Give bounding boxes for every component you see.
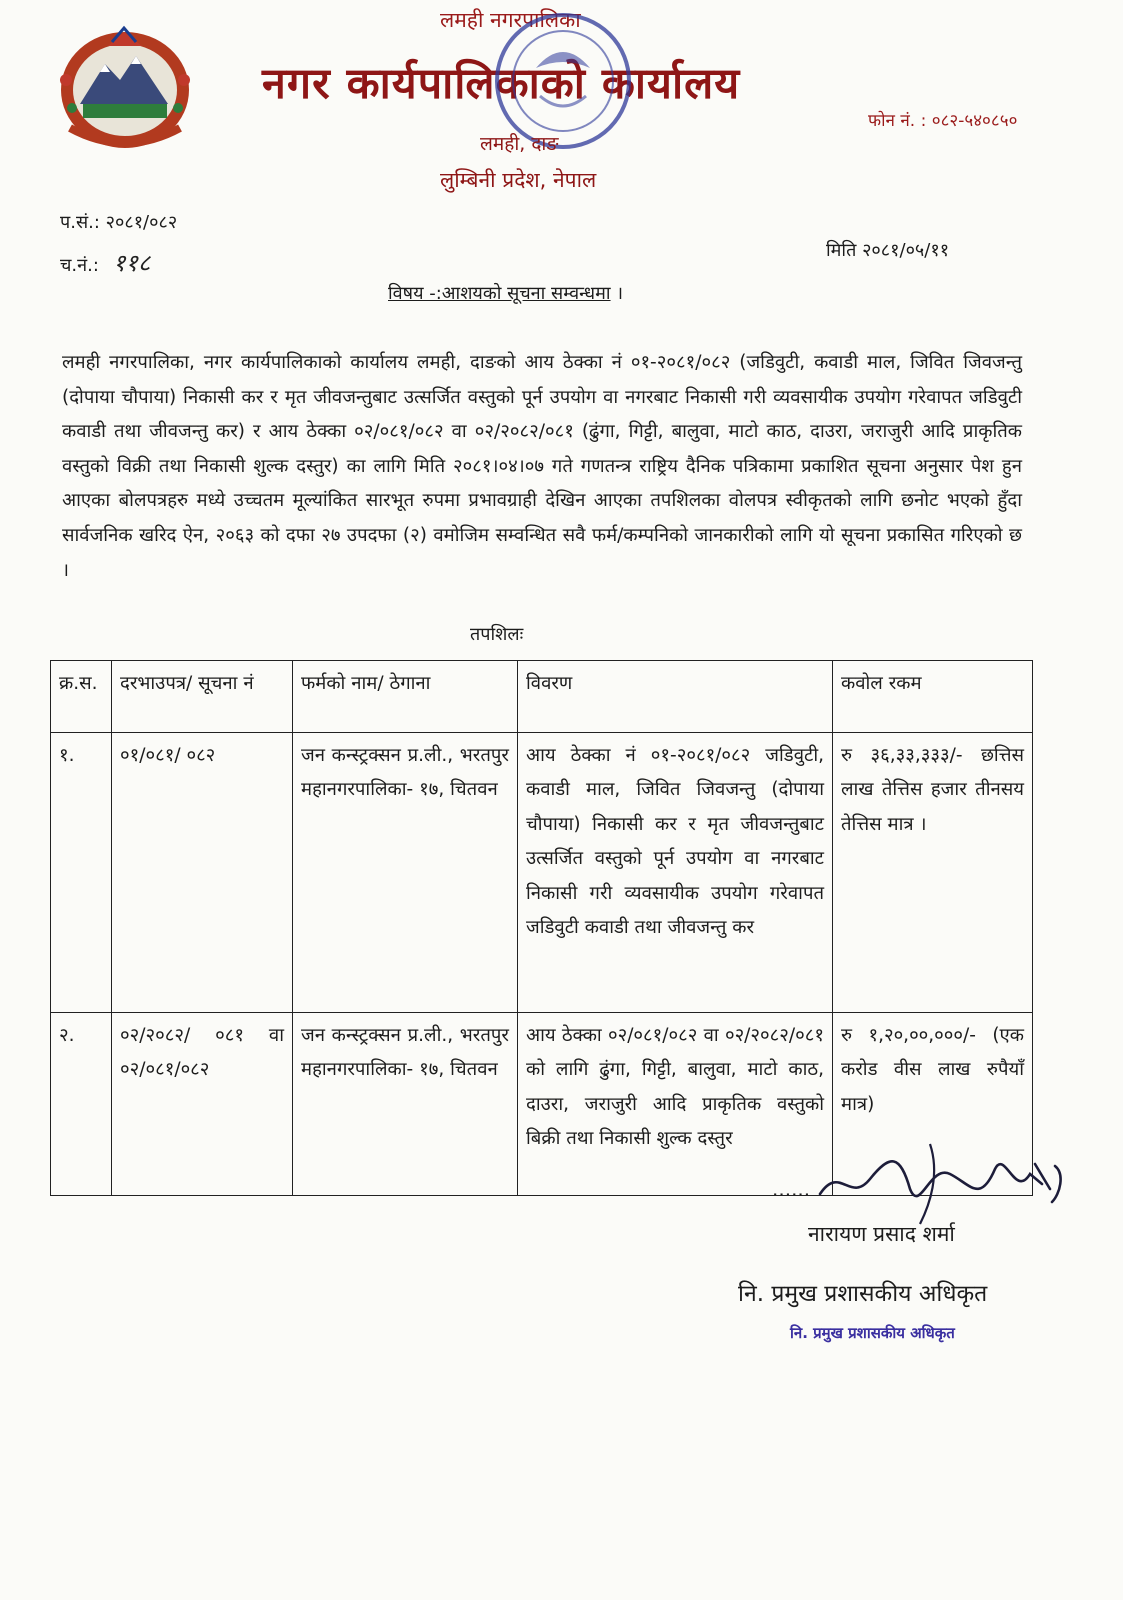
notice-body: लमही नगरपालिका, नगर कार्यपालिकाको कार्यालय लमही, दाङको आय ठेक्का नं ०१-२०८१/०८२ (जडिवुटी, कवाडी माल, जिवित जिवजन्तु (दोपाया चौपाया) निकासी कर र मृत जीवजन्तुबाट उत्सर्जित वस्तुको पूर्न उपयोग वा नगरबाट निकासी गरी व्यवसायीक उपयोग गरेवापत जडिवुटी कवाडी तथा जीवजन्तु कर) र आय ठेक्का ०२/०८१/०८२ वा ०२/२०८२/०८१ (ढुंगा, गिट्टी, बालुवा, माटो काठ, दाउरा, जराजुरी आदि प्राकृतिक वस्तुको विक्री तथा निकासी शुल्क दस्तुर) का लागि मिति २०८१।०४।०७ गते गणतन्त्र राष्ट्रिय दैनिक पत्रिकामा प्रकाशित सूचना अनुसार पेश हुन आएका बोलपत्रहरु मध्ये उच्चतम मूल्यांकित सारभूत रुपमा प्रभावग्राही देखिन आएका तपशिलका वोलपत्र स्वीकृतको लागि छनोट भएको हुँदा सार्वजनिक खरिद ऐन, २०६३ को दफा २७ उपदफा (२) वमोजिम सम्वन्धित सवै फर्म/कम्पनिको जानकारीको लागि यो सूचना प्रकासित गरिएको छ ।: [62, 352, 1022, 581]
nepal-emblem-icon: [50, 18, 200, 158]
subject-text: विषय -:आशयको सूचना सम्वन्धमा: [388, 283, 611, 304]
signature-dots: ......: [772, 1177, 811, 1201]
office-location: लमही, दाङ: [480, 133, 559, 155]
row-firm: जन कन्स्ट्रक्सन प्र.ली., भरतपुर महानगरपालिका- १७, चितवन: [293, 1013, 518, 1196]
row-serial: २.: [51, 1013, 112, 1196]
header-firm: फर्मको नाम/ ठेगाना: [293, 661, 518, 733]
row-notice-number: ०२/२०८२/ ०८१ वा ०२/०८१/०८२: [112, 1013, 293, 1196]
row-notice-number: ०१/०८१/ ०८२: [112, 733, 293, 1013]
bid-schedule-table: [50, 660, 1032, 1196]
row-amount: रु १,२०,००,०००/- (एक करोड वीस लाख रुपैयाँ मात्र): [833, 1013, 1033, 1196]
municipality-name: लमही नगरपालिका: [440, 8, 581, 32]
row-description: आय ठेक्का ०२/०८१/०८२ वा ०२/२०८२/०८१ को लागि ढुंगा, गिट्टी, बालुवा, माटो काठ, दाउरा, जराजुरी आदि प्राकृतिक वस्तुको बिक्री तथा निकासी शुल्क दस्तुर: [518, 1013, 833, 1196]
subject-line: [388, 281, 623, 305]
dispatch-number-label: च.नं.:: [60, 255, 99, 276]
row-amount: रु ३६,३३,३३३/- छत्तिस लाख तेत्तिस हजार तीनसय तेत्तिस मात्र ।: [833, 733, 1033, 1013]
header-amount: कवोल रकम: [833, 661, 1033, 733]
schedule-title: तपशिलः: [470, 624, 524, 645]
dispatch-number-value: ११८: [112, 249, 151, 277]
subject-end-mark: ।: [616, 283, 624, 304]
row-firm: जन कन्स्ट्रक्सन प्र.ली., भरतपुर महानगरपालिका- १७, चितवन: [293, 733, 518, 1013]
signer-name: नारायण प्रसाद शर्मा: [808, 1222, 955, 1246]
letter-date: मिति २०८१/०५/११: [826, 240, 950, 261]
signer-title: नि. प्रमुख प्रशासकीय अधिकृत: [738, 1281, 988, 1307]
letter-number: प.सं.: २०८१/०८२: [60, 212, 178, 233]
phone-number: फोन नं. : ०८२-५४०८५०: [868, 111, 1018, 131]
signer-title-stamp: नि. प्रमुख प्रशासकीय अधिकृत: [790, 1324, 955, 1342]
row-description: आय ठेक्का नं ०१-२०८१/०८२ जडिवुटी, कवाडी माल, जिवित जिवजन्तु (दोपाया चौपाया) निकासी कर र मृत जीवजन्तुबाट उत्सर्जित वस्तुको पूर्न उपयोग वा नगरबाट निकासी गरी व्यवसायीक उपयोग गरेवापत जडिवुटी कवाडी तथा जीवजन्तु कर: [518, 733, 833, 1013]
row-serial: १.: [51, 733, 112, 1013]
dispatch-number: [60, 246, 150, 279]
province-name: लुम्बिनी प्रदेश, नेपाल: [440, 168, 597, 192]
header-description: विवरण: [518, 661, 833, 733]
header-notice-number: दरभाउपत्र/ सूचना नं: [112, 661, 293, 733]
table-row: [51, 733, 1033, 1013]
office-title: नगर कार्यपालिकाको कार्यालय: [262, 59, 741, 109]
table-header-row: [51, 661, 1033, 733]
header-serial: क्र.स.: [51, 661, 112, 733]
